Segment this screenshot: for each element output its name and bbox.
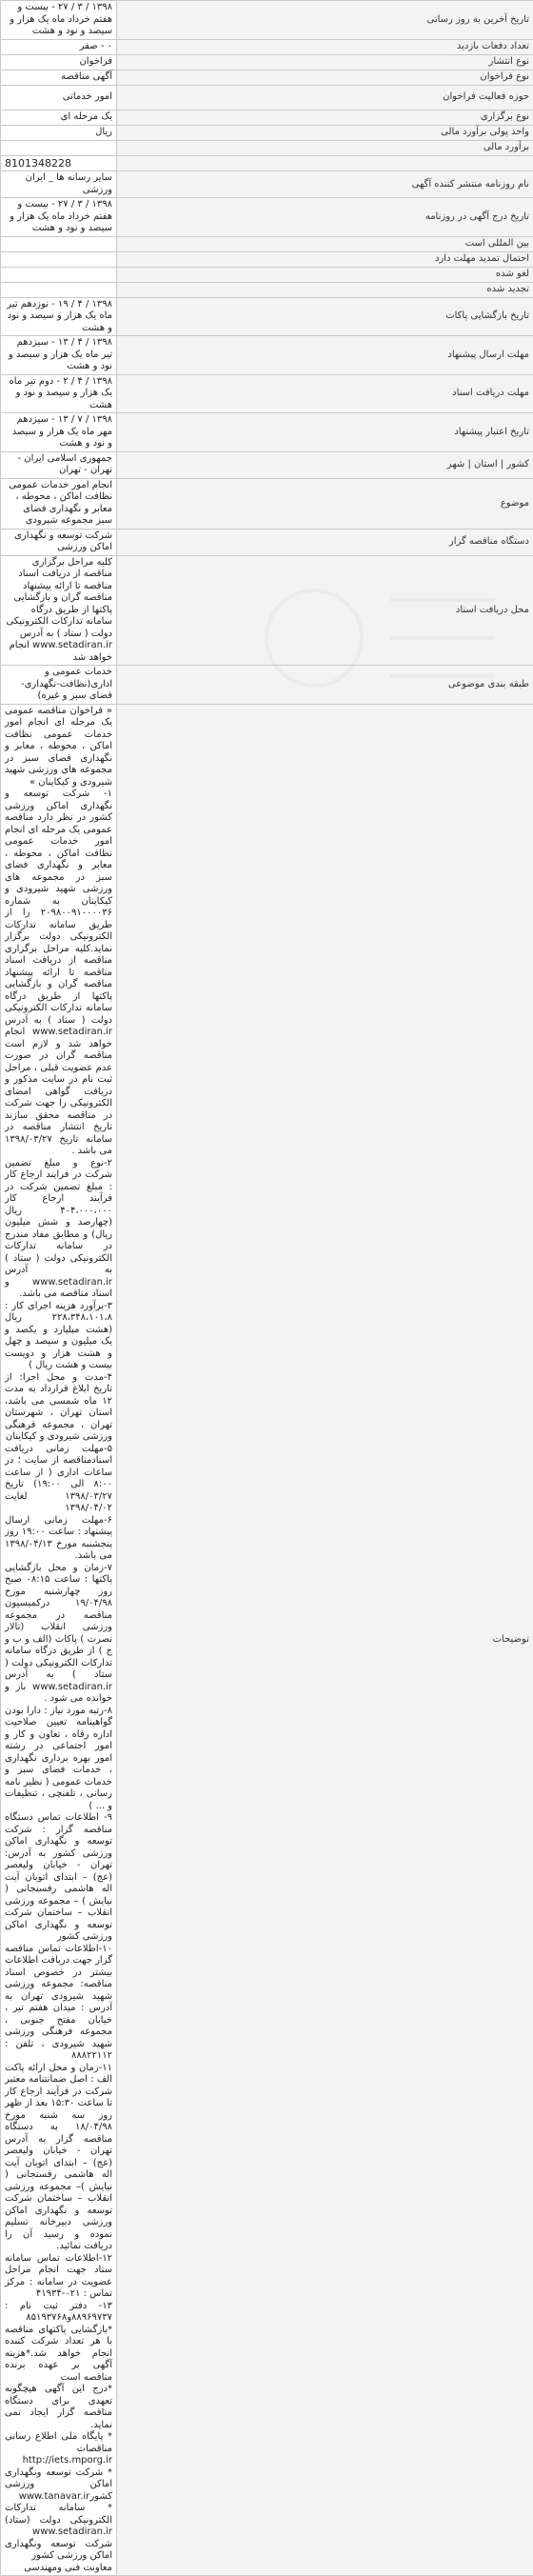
table-row (1, 171, 533, 198)
row-label: تجدید شده (117, 282, 533, 297)
description-paragraph: ۱۱-زمان و محل ارائه پاکت الف : اصل ضمانتنامه معتبر شرکت در فرآیند ارجاع کار تا ساعت ۱۵:۳۰ بعد از ظهر روز سه شنبه مورخ ۱۸/۰۴/۹۸ به دستگاه مناقصه گزار به آدرس تهران - خیابان ولیعصر (عج) – ابتدای اتوبان آیت اله هاشمی رفسنجانی ( نیایش )– مجموعه ورزشی انقلاب – ساختمان شرکت توسعه و نگهداری اماکن ورزشی دبیرخانه تسلیم نموده و رسید آن را دریافت نمائید. (5, 2063, 112, 2253)
row-value (1, 267, 117, 282)
table-row (1, 529, 533, 555)
table-row (1, 282, 533, 297)
table-row (1, 140, 533, 155)
row-value: ۱۳۹۸ / ۳ / ۲۷ - بیست و هفتم خرداد ماه یک هزار و سیصد و نود و هشت (1, 1, 117, 40)
row-label: طبقه بندی موضوعی (117, 666, 533, 705)
row-value: یک مرحله ای (1, 110, 117, 125)
description-paragraph: * پایگاه ملی اطلاع رسانی مناقصات http://iets.mporg.ir (5, 2431, 112, 2467)
row-value: ۱۳۹۸ / ۳ / ۲۷ - بیست و هفتم خرداد ماه یک هزار و سیصد و نود و هشت (1, 198, 117, 237)
description-paragraph: * شرکت توسعه ونگهداری اماکن ورزشی کشورwww.tanavar.ir (5, 2467, 112, 2504)
row-value: ۱۳۹۸ / ۷ / ۱۳ - سیزدهم مهر ماه یک هزار و سیصد و نود و هشت (1, 413, 117, 452)
row-label: موضوع (117, 478, 533, 529)
row-label: بین المللی است (117, 236, 533, 251)
row-value (1, 140, 117, 155)
row-label: تاریخ بازگشایی پاکات (117, 297, 533, 336)
row-label: تاریخ اعتبار پیشنهاد (117, 413, 533, 452)
row-label: توضیحات (117, 704, 533, 2576)
table-row (1, 236, 533, 251)
table-row (1, 704, 533, 2576)
description-paragraph: ۹- اطلاعات تماس دستگاه مناقصه گزار : شرکت توسعه و نگهداری اماکن ورزشی کشور به آدرس: تهران - خیابان ولیعصر (عج) – ابتدای اتوبان آیت اله هاشمی رفسنجانی ( نیایش ) – مجموعه ورزشی انقلاب – ساختمان شرکت توسعه و نگهداری اماکن ورزشی کشور (5, 1812, 112, 1944)
row-label: حوزه فعالیت فراخوان (117, 85, 533, 110)
row-value: کلیه مراحل برگزاری مناقصه از دریافت اسناد مناقصه تا ارائه پیشنهاد مناقصه گران و بازگشایی پاکتها از طریق درگاه سامانه تدارکات الکترونیکی دولت ( ستاد ) به آدرس www.setadiran.ir انجام خواهد شد (1, 555, 117, 666)
description-paragraph: معاونت فنی ومهندسی (5, 2563, 112, 2575)
row-value: سایر رسانه ها _ ایران ورزشی (1, 171, 117, 198)
description-paragraph: *بازگشایی پاکتهای مناقصه با هر تعداد شرکت کننده انجام خواهد شد.*هزینه آگهی بر عهده برنده مناقصه است (5, 2325, 112, 2385)
table-row (1, 374, 533, 413)
row-value (1, 236, 117, 251)
description-paragraph: ۵-مهلت زمانی دریافت اسنادمناقصه از سایت ؛ در ساعات اداری ( از ساعت ۸:۰۰ الی ۱۹:۰۰) تاریخ ۱۳۹۸/۰۳/۲۷ لغایت ۱۳۹۸/۰۴/۰۲ (5, 1444, 112, 1515)
row-value (1, 251, 117, 267)
table-row (1, 198, 533, 237)
row-label: واحد پولی برآورد مالی (117, 125, 533, 140)
row-value: انجام امور خدمات عمومی نظافت اماکن ، محوطه ، معابر و نگهداری فضای سبز مجموعه شیرودی (1, 478, 117, 529)
row-value: امور خدماتی (1, 85, 117, 110)
row-label: محل دریافت اسناد (117, 555, 533, 666)
table-row (1, 251, 533, 267)
row-label: مهلت ارسال پیشنهاد (117, 336, 533, 375)
table-row (1, 336, 533, 375)
row-value: آگهی مناقصه (1, 70, 117, 85)
row-label (117, 155, 533, 171)
row-label: برآورد مالی (117, 140, 533, 155)
row-label: دستگاه مناقصه گزار (117, 529, 533, 555)
table-row (1, 85, 533, 110)
table-row (1, 1, 533, 40)
row-value: شرکت توسعه و نگهداری اماکن ورزشی (1, 529, 117, 555)
row-label: مهلت دریافت اسناد (117, 374, 533, 413)
description-paragraph: ۱- شرکت توسعه و نگهداری اماکن ورزشی کشور در نظر دارد مناقصه عمومی یک مرحله ای انجام امور خدمات عمومی نظافت اماکن ، محوطه ، معابر و نگهداری فضای سبز در مجموعه های ورزشی شهید شیرودی و کیکاینان به شماره ۲۰۹۸۰۰۹۱۰۰۰۰۳۶ را از طریق سامانه تدارکات الکترونیکی دولت برگزار نماید.کلیه مراحل برگزاری مناقصه از دریافت اسناد مناقصه تا ارائه پیشنهاد مناقصه گران و بازگشایی پاکتها از طریق درگاه سامانه تدارکات الکترونیکی دولت ( ستاد ) به آدرس www.setadiran.ir انجام خواهد شد و لازم است مناقصه گران در صورت عدم عضویت قبلی ، مراحل ثبت نام در سایت مذکور و دریافت گواهی امضای الکترونیکی را جهت شرکت در مناقصه محقق سازند تاریخ انتشار مناقصه در سامانه تاریخ ۱۳۹۸/۰۳/۲۷ می باشد . (5, 789, 112, 1158)
row-value: ۱۳۹۸ / ۴ / ۱۳ - سیزدهم تیر ماه یک هزار و سیصد و نود و هشت (1, 336, 117, 375)
description-paragraph: ۲-نوع و مبلغ تضمین شرکت در فرایند ارجاع کار : مبلغ تضمین شرکت در فرآیند ارجاع کار ۴۰۴،۰۰۰،۰۰۰ ریال (چهارصد و شش میلیون ریال) و مطابق مفاد مندرج در سامانه تدارکات الکترونیکی دولت ( ستاد ) به آدرس www.setadiran.ir و اسناد مناقصه می باشد. (5, 1158, 112, 1301)
row-label: احتمال تمدید مهلت دارد (117, 251, 533, 267)
row-value: ۱۳۹۸ / ۴ / ۱۹ - نوزدهم تیر ماه یک هزار و سیصد و نود و هشت (1, 297, 117, 336)
description-paragraph: ۶-مهلت زمانی ارسال پیشنهاد : ساعت ۱۹:۰۰ روز پنجشنبه مورخ ۱۳۹۸/۰۴/۱۳ می باشد. (5, 1515, 112, 1563)
row-value: ۰ - صفر (1, 39, 117, 54)
description-paragraph: ۱۰-اطلاعات تماس مناقصه گزار جهت دریافت اطلاعات بیشتر در خصوص اسناد مناقصه: مجموعه ورزشی شهید شیرودی تهران به آدرس : میدان هفتم تیر ، خیابان مفتح جنوبی ، مجموعه فرهنگی ورزشی شهید شیرودی ، تلفن : ۸۸۸۲۲۱۱۲ (5, 1944, 112, 2063)
description-paragraph: ۱۲-اطلاعات تماس سامانه ستاد جهت انجام مراحل عضویت در سامانه : مرکز تماس : ۰۲۱-۴۱۹۳۴ (5, 2253, 112, 2301)
row-label: کشور | استان | شهر (117, 451, 533, 478)
table-row (1, 451, 533, 478)
table-row (1, 267, 533, 282)
row-label: تاریخ آخرین به روز رسانی (117, 1, 533, 40)
description-paragraph: « فراخوان مناقصه عمومی یک مرحله ای انجام امور خدمات عمومی نظافت اماکن ، محوطه ، معابر و نگهداری فضای سبز در مجموعه های ورزشی شهید شیرودی و کیکاینان » (5, 706, 112, 789)
description-paragraph: * سامانه تدارکات الکترونیکی دولت (ستاد) www.setadiran.ir (5, 2503, 112, 2539)
table-row (1, 110, 533, 125)
row-label: لغو شده (117, 267, 533, 282)
row-label: نوع انتشار (117, 54, 533, 70)
description-paragraph: شرکت توسعه ونگهداری اماکن ورزشی کشور (5, 2539, 112, 2563)
row-value (1, 282, 117, 297)
table-row (1, 155, 533, 171)
table-row (1, 666, 533, 705)
table-row (1, 70, 533, 85)
row-value: جمهوری اسلامی ایران - تهران - تهران (1, 451, 117, 478)
table-row (1, 413, 533, 452)
row-value: ریال (1, 125, 117, 140)
row-label: نام روزنامه منتشر کننده آگهی (117, 171, 533, 198)
row-value: خدمات عمومی و اداری(نظافت-نگهداری-فضای سبز و غیره) (1, 666, 117, 705)
row-value: فراخوان (1, 54, 117, 70)
table-row (1, 297, 533, 336)
row-label: نوع فراخوان (117, 70, 533, 85)
table-row (1, 125, 533, 140)
description-paragraph: *درج این آگهی هیچگونه تعهدی برای دستگاه مناقصه گزار ایجاد نمی نماید. (5, 2384, 112, 2431)
table-row (1, 54, 533, 70)
table-row (1, 478, 533, 529)
description-paragraph: ۸-رتبه مورد نیاز : دارا بودن گواهینامه تعیین صلاحیت اداره رفاه ، تعاون و کار و امور اجتماعی در رشته امور بهره برداری نگهداری ، خدمات فضای سبز و خدمات عمومی ( نظیر نامه رسانی ، تلفنچی ، تنظیفات و ... ) (5, 1706, 112, 1813)
description-paragraph: ۱۳- دفتر ثبت نام : ۸۸۹۶۹۷۳۷و۸۵۱۹۳۷۶۸ (5, 2301, 112, 2325)
row-value: ۱۳۹۸ / ۴ / ۲ - دوم تیر ماه یک هزار و سیصد و نود و هشت (1, 374, 117, 413)
description-text (1, 704, 117, 2576)
row-value: 8101348228 (1, 155, 117, 171)
description-paragraph: ۳-برآورد هزینه اجرای کار : ۲۲۸،۳۴۸،۱۰۱،۸ ریال (هشت میلیارد و یکصد و یک میلیون و سیصد و چهل و هشت هزار و دویست بیست و هشت ریال ) (5, 1301, 112, 1372)
row-label: نوع برگزاری (117, 110, 533, 125)
row-label: تعداد دفعات بازدید (117, 39, 533, 54)
table-row (1, 555, 533, 666)
description-paragraph: ۷-زمان و محل بازگشایی پاکتها : ساعت ۰۸:۱۵ صبح روز چهارشنبه مورخ ۱۹/۰۴/۹۸ درکمیسیون مناقصه در مجموعه ورزشی انقلاب (تالار نصرت ) پاکات (الف و ب و ج ) از طریق درگاه سامانه تدارکات الکترونیکی دولت ( ستاد ) به آدرس www.setadiran.ir باز و خوانده می شود . (5, 1563, 112, 1706)
description-paragraph: ۴-مدت و محل اجرا: از تاریخ ابلاغ قرارداد به مدت ۱۲ ماه شمسی می باشد، استان تهران ، شهرستان تهران ، مجموعه فرهنگی ورزشی شیرودی و کیکاینان (5, 1372, 112, 1444)
table-row (1, 39, 533, 54)
row-label: تاریخ درج آگهی در روزنامه (117, 198, 533, 237)
